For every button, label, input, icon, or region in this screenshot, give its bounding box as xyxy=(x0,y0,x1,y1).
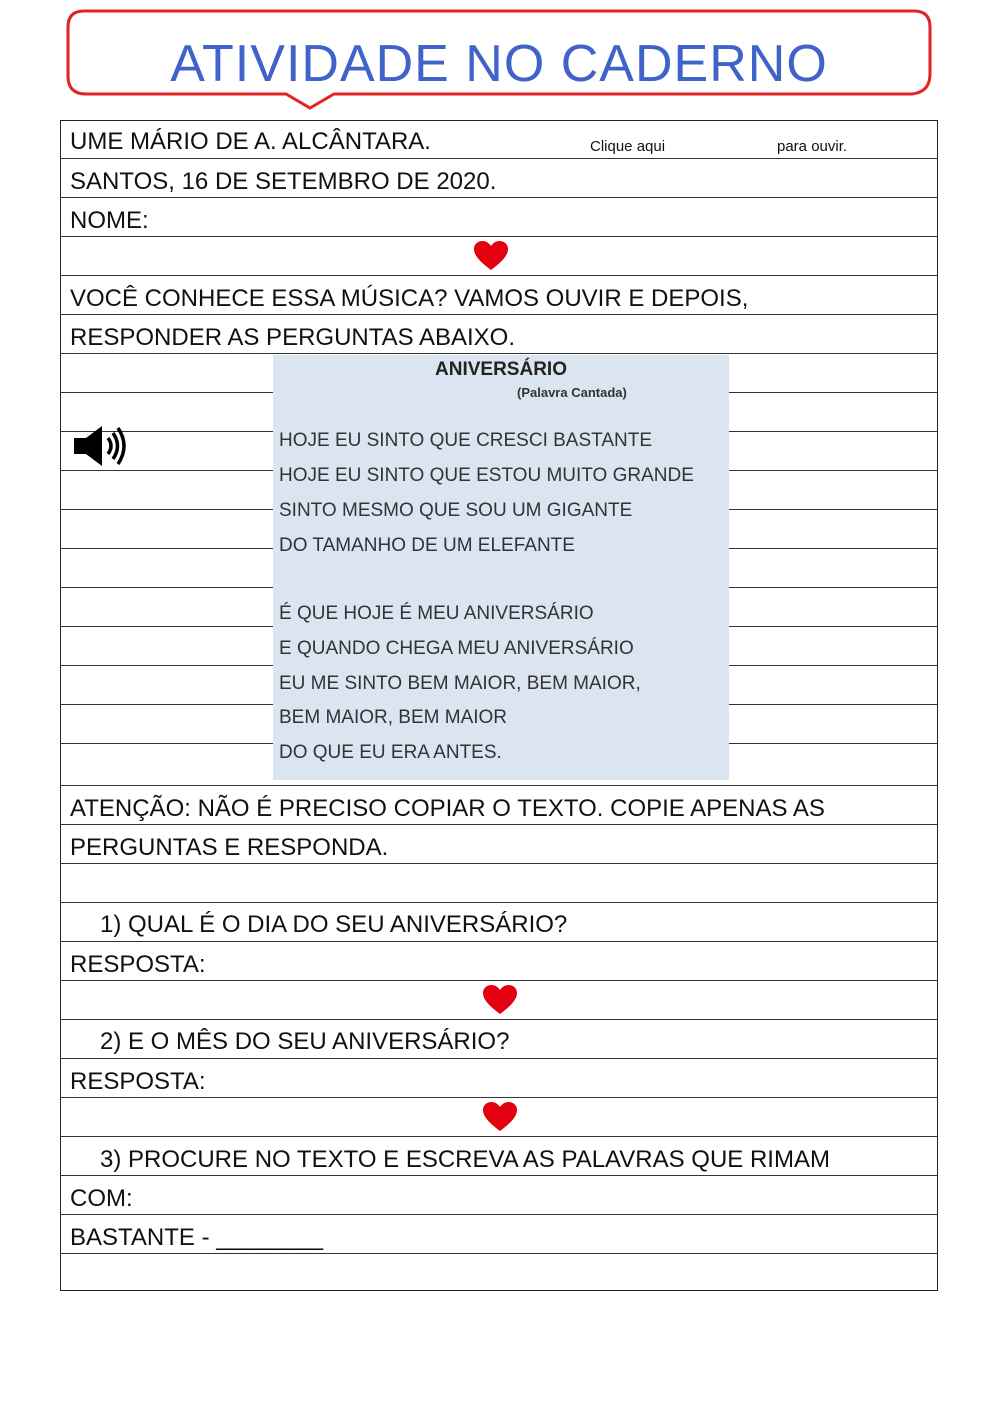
song-title: ANIVERSÁRIO xyxy=(435,359,567,380)
ruled-line xyxy=(60,1097,938,1098)
lyric-line: É QUE HOJE É MEU ANIVERSÁRIO xyxy=(279,603,594,624)
answer-label-1: RESPOSTA: xyxy=(70,951,206,978)
heart-icon xyxy=(482,984,518,1016)
rhyme-prompt: BASTANTE - ________ xyxy=(70,1224,324,1251)
ruled-line xyxy=(60,236,938,237)
ruled-line xyxy=(60,197,938,198)
heart-icon xyxy=(482,1101,518,1133)
ruled-line xyxy=(60,941,938,942)
lyric-line: EU ME SINTO BEM MAIOR, BEM MAIOR, xyxy=(279,673,641,694)
ruled-line xyxy=(60,275,938,276)
attention-line-2: PERGUNTAS E RESPONDA. xyxy=(70,834,389,861)
question-3: 3) PROCURE NO TEXTO E ESCREVA AS PALAVRAS QUE RIMAM xyxy=(100,1146,830,1173)
ruled-line xyxy=(60,980,938,981)
answer-label-2: RESPOSTA: xyxy=(70,1068,206,1095)
lyric-line: HOJE EU SINTO QUE CRESCI BASTANTE xyxy=(279,430,653,451)
heart-icon xyxy=(473,240,509,272)
title-banner xyxy=(64,8,934,112)
lyrics-box xyxy=(273,355,729,780)
page-title: ATIVIDADE NO CADERNO xyxy=(170,35,828,93)
lyric-line: SINTO MESMO QUE SOU UM GIGANTE xyxy=(279,500,633,521)
ruled-line xyxy=(60,314,938,315)
ruled-line xyxy=(60,824,938,825)
ruled-line xyxy=(60,1175,938,1176)
ruled-line xyxy=(60,902,938,903)
intro-line-1: VOCÊ CONHECE ESSA MÚSICA? VAMOS OUVIR E DEPOIS, xyxy=(70,285,749,312)
ruled-line xyxy=(60,863,938,864)
question-1: 1) QUAL É O DIA DO SEU ANIVERSÁRIO? xyxy=(100,911,568,938)
ruled-line xyxy=(60,1136,938,1137)
ruled-line xyxy=(60,353,938,354)
lyric-line: E QUANDO CHEGA MEU ANIVERSÁRIO xyxy=(279,638,634,659)
click-here-link[interactable]: Clique aqui xyxy=(590,138,666,155)
name-label: NOME: xyxy=(70,207,149,234)
ruled-line xyxy=(60,1019,938,1020)
ruled-line xyxy=(60,785,938,786)
lyric-line: HOJE EU SINTO QUE ESTOU MUITO GRANDE xyxy=(279,465,694,486)
lyric-line: DO TAMANHO DE UM ELEFANTE xyxy=(279,535,575,556)
ruled-line xyxy=(60,1214,938,1215)
lyric-line: DO QUE EU ERA ANTES. xyxy=(279,742,502,763)
ruled-line xyxy=(60,1058,938,1059)
ruled-line xyxy=(60,158,938,159)
lyric-line: BEM MAIOR, BEM MAIOR xyxy=(279,707,508,728)
school-name: UME MÁRIO DE A. ALCÂNTARA. xyxy=(70,128,431,155)
date-line: SANTOS, 16 DE SETEMBRO DE 2020. xyxy=(70,168,497,195)
listen-hint: para ouvir. xyxy=(777,138,848,155)
intro-line-2: RESPONDER AS PERGUNTAS ABAIXO. xyxy=(70,324,516,351)
song-author: (Palavra Cantada) xyxy=(517,385,627,400)
speaker-icon[interactable] xyxy=(72,424,128,468)
question-2: 2) E O MÊS DO SEU ANIVERSÁRIO? xyxy=(100,1028,510,1055)
attention-line-1: ATENÇÃO: NÃO É PRECISO COPIAR O TEXTO. COPIE APENAS AS xyxy=(70,795,825,822)
ruled-line xyxy=(60,1253,938,1254)
question-3-continued: COM: xyxy=(70,1185,133,1212)
